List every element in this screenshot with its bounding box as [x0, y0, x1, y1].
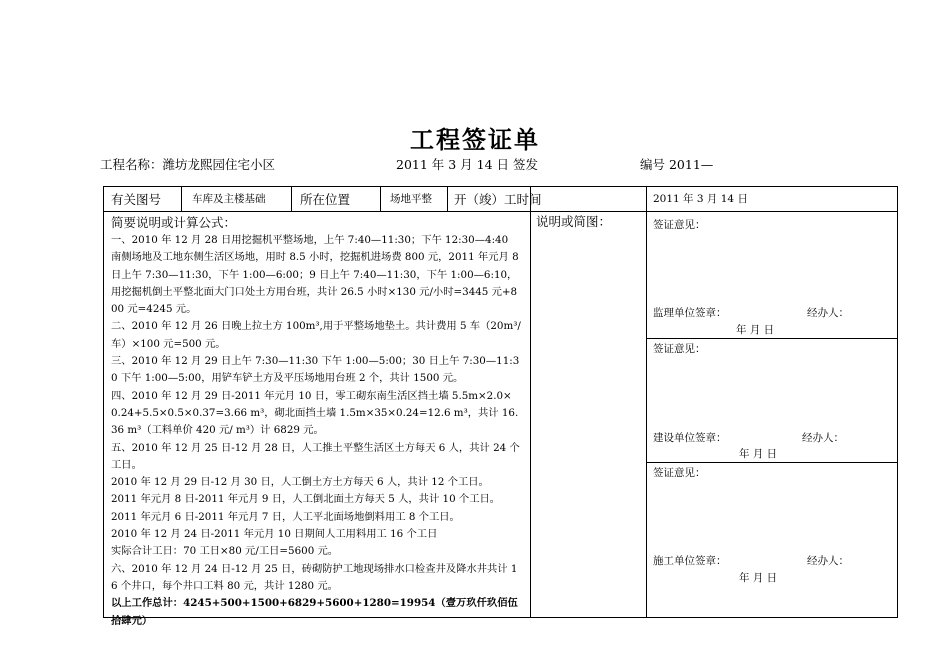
location-label: 所在位置 — [300, 192, 351, 207]
work-time-value: 2011 年 3 月 14 日 — [653, 193, 748, 205]
supervision-opinion: 签证意见： — [653, 219, 706, 231]
owner-handler: 经办人： — [802, 432, 844, 444]
contractor-date: 年 月 日 — [739, 572, 778, 584]
supervision-date: 年 月 日 — [736, 324, 775, 336]
calc-paragraph: 一、2010 年 12 月 28 日用挖掘机平整场地，上午 7:40—11:30；下午 12:30—4:40 南侧场地及工地东侧生活区场地，用时 8.5 小时，挖掘机进场费 800 元，2011 年元月 8 日上午 7:30—11:30，下午 1:00—6:00；9 日上午 7:40—11:30，下午 1:00—6:10，用挖掘机倒土平整北面大门口处土方用台班，共计 26.5 小时×130 元/小时=3445 元+800 元=4245 元。 — [111, 234, 519, 316]
calculation-content — [111, 215, 521, 630]
calc-paragraph: 2011 年元月 8 日-2011 年元月 9 日，人工倒北面土方每天 5 人，共计 10 个工日。 — [111, 493, 501, 506]
drawing-value: 车库及主楼基础 — [192, 193, 266, 205]
header-divider — [447, 187, 448, 212]
header-divider — [291, 187, 292, 212]
owner-date: 年 月 日 — [739, 448, 778, 460]
contractor-handler: 经办人： — [807, 555, 849, 567]
visa-form-table — [103, 186, 898, 627]
issue-date: 2011 年 3 月 14 日 签发 — [396, 157, 539, 172]
calc-paragraph: 2010 年 12 月 24 日-2011 年元月 10 日期间人工用料用工 16 个工日 — [111, 528, 438, 541]
contractor-seal: 施工单位签章： — [653, 555, 727, 567]
column-divider-calc — [530, 187, 531, 617]
calc-paragraph: 2010 年 12 月 29 日-12 月 30 日，人工倒土方土方每天 6 人，共计 12 个工日。 — [111, 476, 489, 489]
contractor-opinion: 签证意见： — [653, 467, 706, 479]
supervision-handler: 经办人： — [807, 307, 849, 319]
project-name: 工程名称：潍坊龙熙园住宅小区 — [100, 157, 276, 172]
calc-paragraph: 四、2010 年 12 月 29 日-2011 年元月 10 日，零工砌东南生活区挡土墙 5.5m×2.0×0.24+5.5×0.5×0.37=3.66 m³，砌北面挡土墙 1.5m×35×0.24=12.6 m³，共计 16.36 m³（工料单价 420 元/ m³）计 6829 元。 — [111, 389, 519, 437]
calc-paragraph: 2011 年元月 6 日-2011 年元月 7 日，人工平北面场地倒料用工 8 个工日。 — [111, 510, 460, 523]
owner-opinion: 签证意见： — [653, 343, 706, 355]
section-divider — [646, 462, 897, 463]
calc-paragraph: 六、2010 年 12 月 24 日-12 月 25 日，砖砌防护工地现场排水口检查井及降水井共计 16 个井口，每个井口工料 80 元，共计 1280 元。 — [111, 562, 518, 592]
column-divider-explain — [646, 187, 647, 617]
document-title: 工程签证单 — [410, 126, 540, 154]
header-divider — [181, 187, 182, 212]
supervision-seal: 监理单位签章： — [653, 307, 727, 319]
calc-paragraph: 实际合计工日：70 工日×80 元/工日=5600 元。 — [111, 545, 339, 558]
location-value: 场地平整 — [390, 193, 432, 205]
document-number: 编号 2011— — [640, 157, 714, 172]
section-divider — [646, 338, 897, 339]
calc-heading: 简要说明或计算公式： — [111, 215, 237, 230]
header-divider — [380, 187, 381, 212]
calc-total: 以上工作总计：4245+500+1500+6829+5600+1280=19954（壹万玖仟玖佰伍拾肆元） — [111, 597, 518, 627]
work-time-label: 开（竣）工时间 — [454, 192, 542, 207]
calc-paragraph: 三、2010 年 12 月 29 日上午 7:30—11:30 下午 1:00—5:00；30 日上午 7:30—11:30 下午 1:00—5:00，用铲车铲土方及平压场地用台班 2 个，共计 1500 元。 — [111, 355, 520, 385]
explain-heading: 说明或简图： — [536, 214, 612, 229]
owner-seal: 建设单位签章： — [653, 432, 727, 444]
calc-paragraph: 五、2010 年 12 月 25 日-12 月 28 日，人工推土平整生活区土方每天 6 人，共计 24 个工日。 — [111, 441, 520, 471]
drawing-label: 有关图号 — [111, 192, 162, 207]
calc-paragraph: 二、2010 年 12 月 26 日晚上拉土方 100m³,用于平整场地垫土。共计费用 5 车（20m³/车）×100 元=500 元。 — [111, 320, 521, 350]
